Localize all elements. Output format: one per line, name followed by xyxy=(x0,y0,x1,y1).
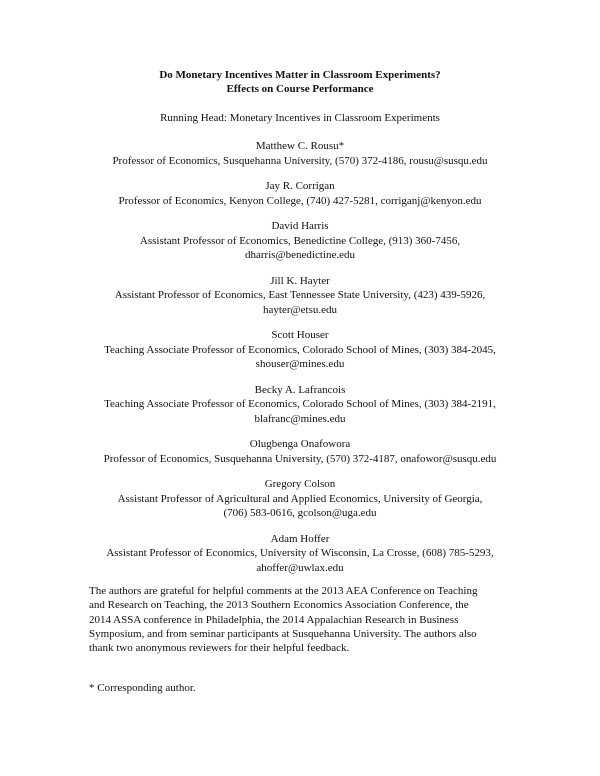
author-affiliation: Assistant Professor of Economics, University of Wisconsin, La Crosse, (608) 785-5293, xyxy=(106,547,494,559)
title-line-1: Do Monetary Incentives Matter in Classroom Experiments? xyxy=(159,69,441,81)
author-block xyxy=(0,383,600,427)
acknowledgement-line: 2014 ASSA conference in Philadelphia, the 2014 Appalachian Research in Business xyxy=(89,613,459,626)
author-block xyxy=(0,477,600,521)
author-affiliation: Assistant Professor of Economics, East Tennessee State University, (423) 439-5926, xyxy=(114,289,486,301)
author-block xyxy=(0,139,600,168)
author-name: Becky A. Lafrancois xyxy=(254,383,346,396)
author-block xyxy=(0,179,600,208)
author-name: Adam Hoffer xyxy=(270,532,330,545)
paper-title xyxy=(0,68,600,96)
author-name: Jay R. Corrigan xyxy=(265,180,335,192)
corresponding-author-footnote: * Corresponding author. xyxy=(89,682,196,694)
author-email: blafranc@mines.edu xyxy=(254,412,346,425)
acknowledgement-line: Symposium, and from seminar participants at Susquehanna University. The authors also xyxy=(89,627,477,640)
author-affiliation: Professor of Economics, Susquehanna University, (570) 372-4186, rousu@susqu.edu xyxy=(112,154,488,167)
author-name: Olugbenga Onafowora xyxy=(249,438,351,450)
author-affiliation: Professor of Economics, Kenyon College, (740) 427-5281, corriganj@kenyon.edu xyxy=(118,194,482,207)
author-email: hayter@etsu.edu xyxy=(263,303,337,316)
title-line-2: Effects on Course Performance xyxy=(226,83,374,95)
author-affiliation: Assistant Professor of Agricultural and Applied Economics, University of Georgia, xyxy=(117,492,483,505)
author-affiliation: Assistant Professor of Economics, Benedictine College, (913) 360-7456, xyxy=(139,234,461,247)
acknowledgement-line: thank two anonymous reviewers for their helpful feedback. xyxy=(89,642,350,655)
author-email: ahoffer@uwlax.edu xyxy=(256,561,344,574)
author-affiliation: Teaching Associate Professor of Economics, Colorado School of Mines, (303) 384-2045, xyxy=(104,343,496,356)
author-block xyxy=(0,532,600,576)
author-block xyxy=(0,219,600,263)
acknowledgement-line: and Research on Teaching, the 2013 Southern Economics Association Conference, the xyxy=(89,599,469,612)
author-name: Matthew C. Rousu* xyxy=(255,140,345,152)
author-name: Scott Houser xyxy=(271,329,329,341)
author-block xyxy=(0,274,600,318)
author-email: dharris@benedictine.edu xyxy=(244,249,355,261)
author-list xyxy=(0,139,600,586)
author-name: Gregory Colson xyxy=(264,478,336,490)
author-name: David Harris xyxy=(271,220,329,232)
author-block xyxy=(0,328,600,372)
author-name: Jill K. Hayter xyxy=(270,274,330,287)
author-contact: (706) 583-0616, gcolson@uga.edu xyxy=(223,507,377,519)
acknowledgement-line: The authors are grateful for helpful comments at the 2013 AEA Conference on Teaching xyxy=(89,585,478,597)
acknowledgement-paragraph xyxy=(89,584,519,655)
author-block xyxy=(0,437,600,466)
author-email: shouser@mines.edu xyxy=(255,358,345,370)
author-affiliation: Professor of Economics, Susquehanna University, (570) 372-4187, onafowor@susqu.edu xyxy=(103,452,497,465)
running-head: Running Head: Monetary Incentives in Classroom Experiments xyxy=(160,112,440,124)
author-affiliation: Teaching Associate Professor of Economics, Colorado School of Mines, (303) 384-2191, xyxy=(104,398,496,410)
